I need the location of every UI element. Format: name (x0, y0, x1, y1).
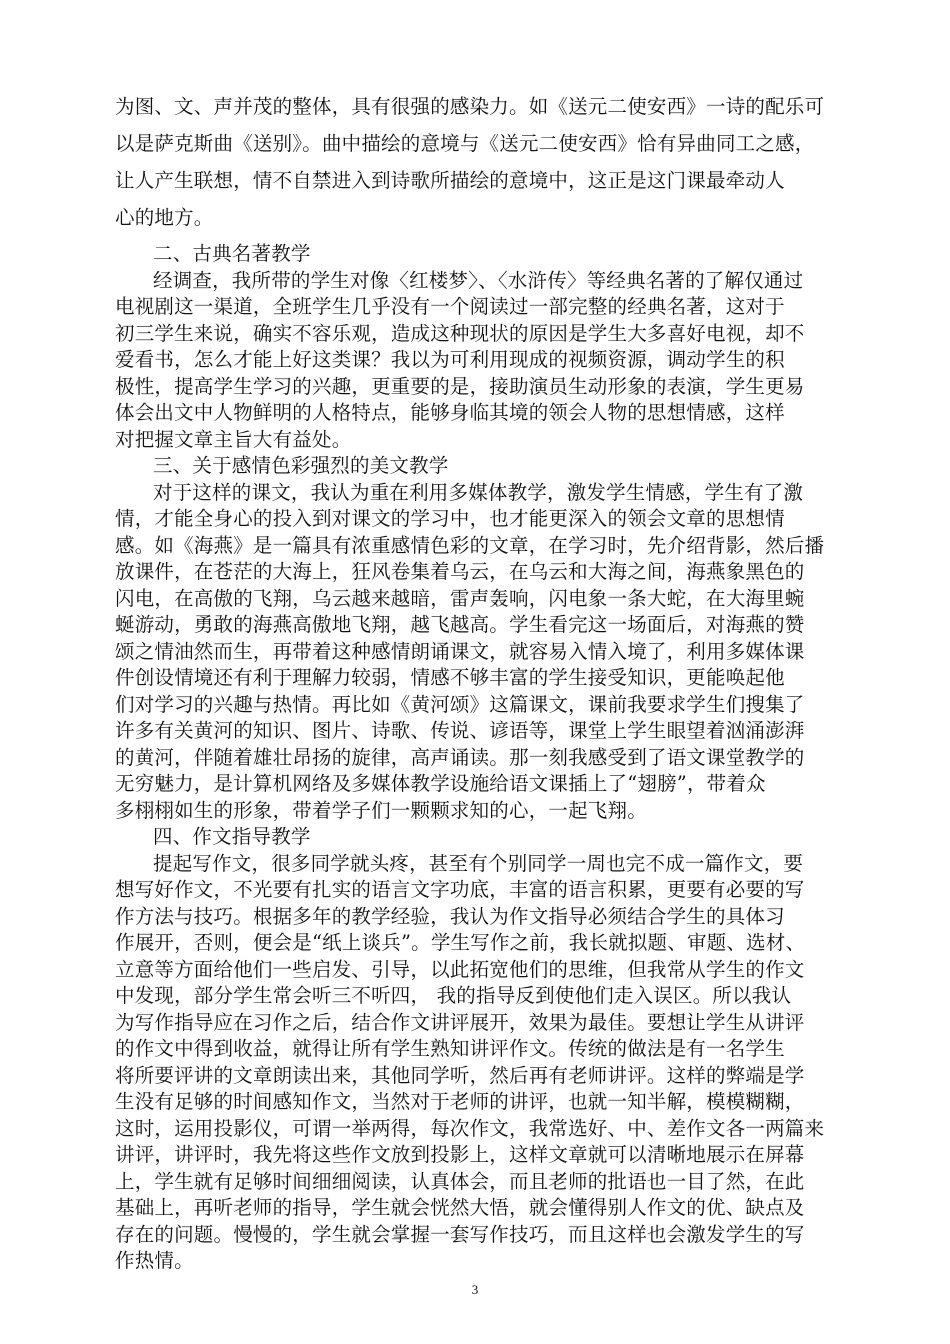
text-line: 作方法与技巧。根据多年的教学经验，我认为作文指导必须结合学生的具体习 (115, 904, 785, 928)
text-line: 无穷魅力，是计算机网络及多媒体教学设施给语文课插上了“翅膀”，带着众 (115, 772, 766, 795)
text-line: 这时，运用投影仪，可谓一举两得，每次作文，我常选好、中、差作文各一两篇来 (115, 1116, 825, 1140)
text-line: 以是萨克斯曲《送别》。曲中描绘的意境与《送元二使安西》恰有异曲同工之感， (115, 132, 815, 155)
text-line: 初三学生来说，确实不容乐观，造成这种现状的原因是学生大多喜好电视，却不 (115, 321, 805, 345)
text-line: 极性，提高学生学习的兴趣，更重要的是，接助演员生动形象的表演，学生更易 (115, 374, 805, 398)
text-line: 情，才能全身心的投入到对课文的学习中，也才能更深入的领会文章的思想情 (115, 507, 785, 530)
section-heading: 二、古典名著教学 (153, 242, 311, 265)
text-line: 心的地方。 (115, 206, 214, 229)
text-line: 提起写作文，很多同学就头疼，甚至有个别同学一周也完不成一篇作文，要 (153, 851, 804, 875)
text-line: 许多有关黄河的知识、图片、诗歌、传说、谚语等，课堂上学生眼望着汹涌澎湃 (115, 719, 805, 742)
text-line: 让人产生联想，情不自禁进入到诗歌所描绘的意境中，这正是这门课最牵动人 (115, 169, 785, 192)
text-line: 们对学习的兴趣与热情。再比如《黄河颂》这篇课文，课前我要求学生们搜集了 (115, 692, 805, 716)
text-line: 上，学生就有足够时间细细阅读，认真体会，而且老师的批语也一目了然，在此 (115, 1169, 805, 1193)
section-heading: 三、关于感情色彩强烈的美文教学 (153, 454, 449, 477)
text-line: 想写好作文，不光要有扎实的语言文字功底，丰富的语言积累，更要有必要的写 (115, 878, 805, 901)
text-line: 闪电，在高傲的飞翔，乌云越来越暗，雷声轰响，闪电象一条大蛇，在大海里蜿 (115, 586, 805, 610)
text-line: 电视剧这一渠道，全班学生几乎没有一个阅读过一部完整的经典名著，这对于 (115, 295, 785, 318)
text-line: 中发现，部分学生常会听三不听四， 我的指导反到使他们走入误区。所以我认 (115, 984, 792, 1007)
text-line: 作热情。 (115, 1249, 194, 1272)
text-line: 的黄河，伴随着雄壮昂扬的旋律，高声诵读。那一刻我感受到了语文课堂教学的 (115, 745, 805, 769)
text-line: 体会出文中人物鲜明的人格特点，能够身临其境的领会人物的思想情感，这样 (115, 401, 785, 424)
text-line: 爱看书，怎么才能上好这类课？我以为可利用现成的视频资源，调动学生的积 (115, 348, 785, 371)
text-line: 对于这样的课文，我认为重在利用多媒体教学，激发学生情感，学生有了激 (153, 480, 804, 504)
text-line: 蜒游动，勇敢的海燕高傲地飞翔，越飞越高。学生看完这一场面后，对海燕的赞 (115, 613, 805, 636)
text-line: 多栩栩如生的形象，带着学子们一颗颗求知的心，一起飞翔。 (115, 798, 647, 822)
text-line: 颂之情油然而生，再带着这种感情朗诵课文，就容易入情入境了，利用多媒体课 (115, 639, 805, 663)
text-line: 为图、文、声并茂的整体，具有很强的感染力。如《送元二使安西》一诗的配乐可 (115, 95, 825, 118)
text-line: 经调查，我所带的学生对像〈红楼梦〉、〈水浒传〉等经典名著的了解仅通过 (153, 268, 804, 292)
text-line: 将所要评讲的文章朗读出来，其他同学听，然后再有老师讲评。这样的弊端是学 (115, 1063, 805, 1087)
text-line: 为写作指导应在习作之后，结合作文讲评展开，效果为最佳。要想让学生从讲评 (115, 1010, 805, 1034)
text-line: 讲评，讲评时，我先将这些作文放到投影上，这样文章就可以清晰地展示在屏幕 (115, 1143, 805, 1166)
text-line: 对把握文章主旨大有益处。 (115, 427, 352, 451)
text-line: 作展开，否则，便会是“纸上谈兵”。学生写作之前，我长就拟题、审题、选材、 (115, 931, 806, 954)
text-line: 的作文中得到收益，就得让所有学生熟知讲评作文。传统的做法是有一名学生 (115, 1037, 785, 1060)
intro-paragraph (115, 88, 855, 236)
section-heading: 四、作文指导教学 (153, 825, 311, 848)
text-line: 生没有足够的时间感知作文，当然对于老师的讲评，也就一知半解，模模糊糊， (115, 1090, 805, 1113)
text-line: 立意等方面给他们一些启发、引导，以此拓宽他们的思维，但我常从学生的作文 (115, 957, 805, 981)
text-line: 感。如《海燕》是一篇具有浓重感情色彩的文章，在学习时，先介绍背影，然后播 (115, 533, 825, 557)
text-line: 放课件，在苍茫的大海上，狂风卷集着乌云，在乌云和大海之间，海燕象黑色的 (115, 560, 805, 583)
body-text (115, 241, 855, 1275)
page-number: 3 (471, 1282, 479, 1297)
text-line: 基础上，再听老师的指导，学生就会恍然大悟，就会懂得别人作文的优、缺点及 (115, 1196, 805, 1219)
text-line: 件创设情境还有利于理解力较弱，情感不够丰富的学生接受知识，更能唤起他 (115, 666, 785, 689)
text-line: 存在的问题。慢慢的，学生就会掌握一套写作技巧，而且这样也会激发学生的写 (115, 1222, 805, 1246)
